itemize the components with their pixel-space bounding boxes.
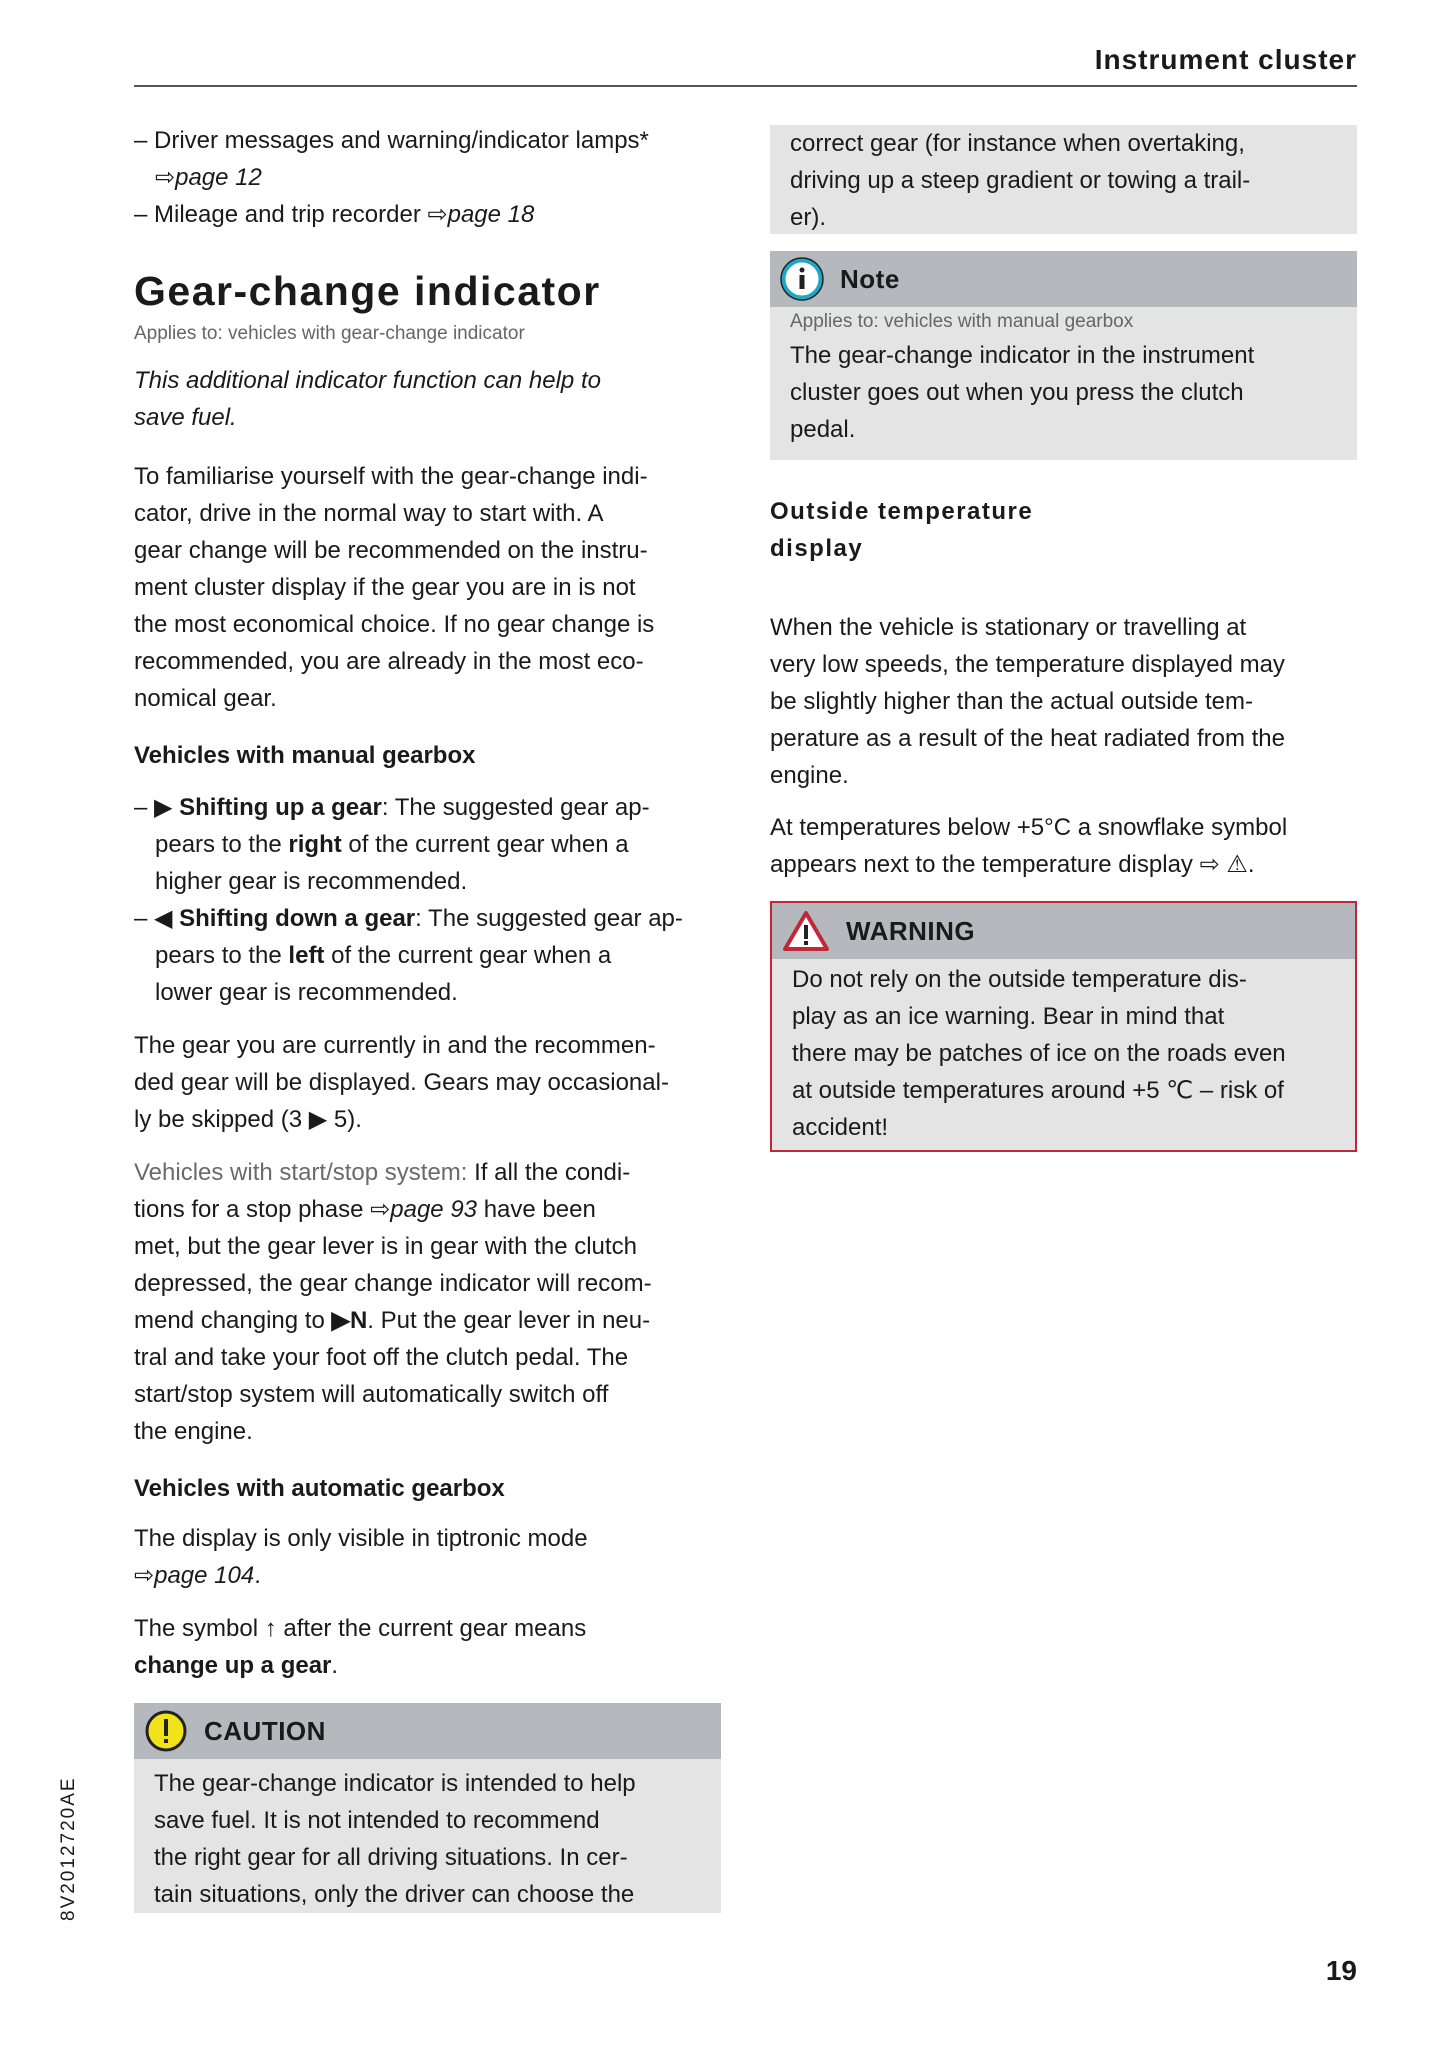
applies-to-note: Applies to: vehicles with gear-change indicator	[134, 323, 525, 344]
text-segment: – Mileage and trip recorder ⇨	[134, 201, 448, 228]
text-line: be slightly higher than the actual outside tem-	[770, 688, 1253, 715]
text-line: appears next to the temperature display ⇨ ⚠.	[770, 851, 1255, 878]
text-line	[134, 1339, 721, 1376]
note-text	[790, 337, 1337, 448]
text-segment: – ▶	[134, 794, 180, 821]
text-line	[134, 1557, 721, 1594]
bold-text: ↑	[264, 1615, 277, 1642]
text-line: save fuel.	[134, 404, 237, 431]
text-segment: depressed, the gear change indicator will recom-	[134, 1270, 652, 1297]
text-line: At temperatures below +5°C a snowflake symbol	[770, 814, 1288, 841]
text-line: there may be patches of ice on the roads even	[792, 1040, 1286, 1067]
text-segment: pears to the	[155, 942, 289, 969]
text-line	[134, 1647, 721, 1684]
text-line	[134, 863, 721, 900]
text-line: very low speeds, the temperature displayed may	[770, 651, 1285, 678]
text-line: play as an ice warning. Bear in mind that	[792, 1003, 1225, 1030]
text-line: display	[770, 535, 864, 562]
text-line: When the vehicle is stationary or travelling at	[770, 614, 1247, 641]
text-segment: after the current gear means	[276, 1615, 587, 1642]
text-line: at outside temperatures around +5 ℃ – risk of	[792, 1077, 1284, 1104]
text-line: This additional indicator function can help to	[134, 367, 601, 394]
caution-text	[134, 1759, 721, 1917]
text-line: pedal.	[790, 416, 856, 443]
running-header: Instrument cluster	[1094, 44, 1357, 75]
text-line	[134, 1610, 721, 1647]
text-line	[134, 789, 721, 826]
text-line: the most economical choice. If no gear change is	[134, 611, 655, 638]
page-reference: page 93	[390, 1196, 478, 1223]
text-line: tain situations, only the driver can choose the	[154, 1881, 635, 1908]
info-icon	[780, 257, 824, 301]
warning-triangle-icon	[782, 910, 830, 952]
text-line: perature as a result of the heat radiated from the	[770, 725, 1285, 752]
text-segment: If all the condi-	[467, 1159, 631, 1186]
caution-box	[134, 1703, 721, 1913]
text-line	[134, 900, 721, 937]
text-line: ment cluster display if the gear you are in is not	[134, 574, 636, 601]
text-line	[134, 1191, 721, 1228]
text-segment: ⇨	[134, 1562, 155, 1589]
section-title-gear-change: Gear-change indicator	[134, 268, 601, 314]
text-line: cator, drive in the normal way to start with. A	[134, 500, 604, 527]
text-line	[134, 974, 721, 1011]
text-segment: the engine.	[134, 1418, 253, 1445]
bold-text: right	[288, 831, 342, 858]
bold-text: Shifting down a gear	[179, 905, 416, 932]
text-segment: tions for a stop phase ⇨	[134, 1196, 391, 1223]
text-segment: ⇨	[155, 164, 176, 191]
text-segment: of the current gear when a	[324, 942, 612, 969]
intro-bullets	[134, 122, 721, 233]
bold-text: ▶N	[331, 1307, 368, 1334]
header-divider	[134, 85, 1357, 87]
text-line: er).	[790, 204, 826, 231]
text-segment: Vehicles with start/stop system:	[134, 1159, 468, 1186]
text-line: Do not rely on the outside temperature dis-	[792, 966, 1247, 993]
text-line	[134, 1376, 721, 1413]
text-line	[134, 1520, 721, 1557]
text-line: To familiarise yourself with the gear-change indi-	[134, 463, 648, 490]
warning-text	[772, 959, 1355, 1150]
page-reference: page 104	[154, 1562, 255, 1589]
paragraph	[134, 1520, 721, 1594]
start-stop-paragraph	[134, 1154, 721, 1450]
text-line: recommended, you are already in the most eco-	[134, 648, 644, 675]
section-title-outside-temperature	[770, 493, 1357, 567]
paragraph	[134, 1027, 721, 1138]
paragraph	[770, 809, 1357, 883]
text-segment: of the current gear when a	[341, 831, 629, 858]
caution-icon	[144, 1709, 188, 1753]
text-line: correct gear (for instance when overtaking,	[790, 130, 1245, 157]
text-line: accident!	[792, 1114, 889, 1141]
note-label: Note	[840, 263, 900, 294]
text-segment: – ◀	[134, 905, 180, 932]
text-segment: .	[331, 1652, 339, 1679]
text-line: the right gear for all driving situations. In cer-	[154, 1844, 628, 1871]
text-line	[134, 122, 721, 159]
paragraph	[134, 458, 721, 717]
subheading-manual: Vehicles with manual gearbox	[134, 742, 476, 769]
text-line: The gear-change indicator in the instrument	[790, 342, 1255, 369]
text-line: save fuel. It is not intended to recommend	[154, 1807, 600, 1834]
text-line: driving up a steep gradient or towing a trail-	[790, 167, 1251, 194]
page-reference: page 18	[447, 201, 535, 228]
text-line: ded gear will be displayed. Gears may occasional-	[134, 1069, 669, 1096]
text-line: The gear-change indicator is intended to help	[154, 1770, 636, 1797]
text-line: The gear you are currently in and the recommen-	[134, 1032, 656, 1059]
lead-paragraph	[134, 362, 721, 436]
page-reference: page 12	[175, 164, 262, 191]
text-segment: lower gear is recommended.	[155, 979, 458, 1006]
text-line: ly be skipped (3 ▶ 5).	[134, 1106, 362, 1133]
text-segment: mend changing to	[134, 1307, 332, 1334]
text-line	[134, 196, 721, 233]
text-segment: met, but the gear lever is in gear with the clutch	[134, 1233, 637, 1260]
bold-text: Shifting up a gear	[179, 794, 382, 821]
paragraph	[770, 609, 1357, 794]
text-segment: – Driver messages and warning/indicator lamps*	[134, 127, 649, 154]
bold-text: change up a gear	[134, 1652, 332, 1679]
caution-label: CAUTION	[204, 1715, 326, 1746]
text-segment: higher gear is recommended.	[155, 868, 468, 895]
text-line	[134, 1265, 721, 1302]
document-code: 8V2012720AE	[58, 1776, 79, 1921]
text-line: gear change will be recommended on the instru-	[134, 537, 648, 564]
text-segment: The display is only visible in tiptronic mode	[134, 1525, 588, 1552]
text-line: nomical gear.	[134, 685, 277, 712]
text-line	[134, 1154, 721, 1191]
page-number: 19	[1325, 1955, 1357, 1986]
note-box	[770, 251, 1357, 460]
text-segment: The symbol	[134, 1615, 265, 1642]
bold-text: left	[288, 942, 325, 969]
manual-bullets	[134, 789, 721, 1011]
note-applies-to: Applies to: vehicles with manual gearbox	[790, 311, 1134, 332]
text-line	[134, 1413, 721, 1450]
text-line: cluster goes out when you press the clutch	[790, 379, 1244, 406]
continued-caution-box	[770, 125, 1357, 234]
text-line: Outside temperature	[770, 498, 1034, 525]
text-segment: start/stop system will automatically switch off	[134, 1381, 609, 1408]
text-segment: pears to the	[155, 831, 289, 858]
text-segment: . Put the gear lever in neu-	[367, 1307, 651, 1334]
text-line	[134, 1228, 721, 1265]
text-line	[134, 826, 721, 863]
text-line: engine.	[770, 762, 849, 789]
text-line	[134, 159, 721, 196]
text-segment: : The suggested gear ap-	[415, 905, 683, 932]
text-line	[134, 1302, 721, 1339]
warning-label: WARNING	[846, 915, 976, 946]
text-segment: : The suggested gear ap-	[381, 794, 650, 821]
text-segment: have been	[477, 1196, 596, 1223]
continued-text	[770, 125, 1357, 240]
subheading-automatic: Vehicles with automatic gearbox	[134, 1475, 505, 1502]
text-segment: .	[254, 1562, 261, 1589]
paragraph	[134, 1610, 721, 1684]
text-segment: tral and take your foot off the clutch pedal. The	[134, 1344, 629, 1371]
text-line	[134, 937, 721, 974]
warning-box	[770, 901, 1357, 1152]
